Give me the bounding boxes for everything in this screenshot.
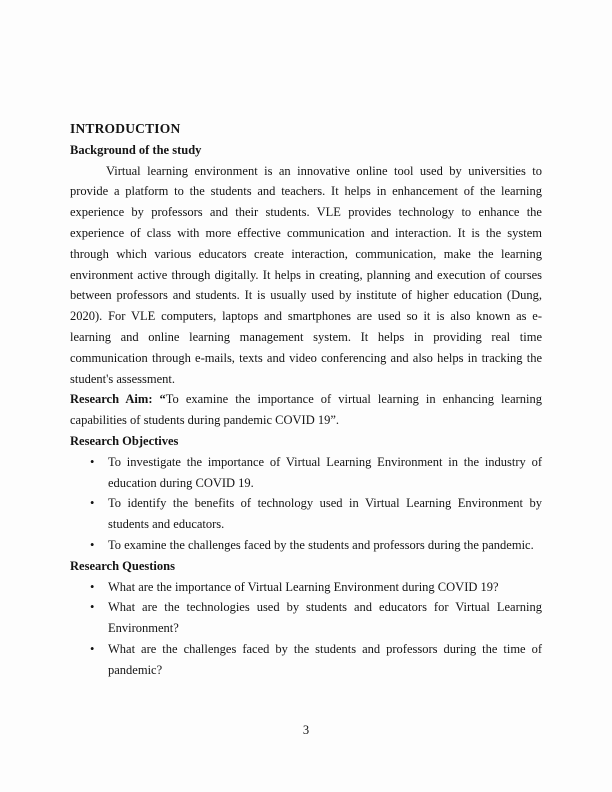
- research-aim-paragraph: [70, 389, 542, 431]
- page-number: 3: [302, 723, 310, 737]
- bullet-icon: •: [90, 641, 95, 656]
- question-text: What are the technologies used by students and educators for Virtual Learning Environment?: [108, 600, 542, 636]
- bullet-icon: •: [90, 496, 95, 511]
- page-content: [70, 119, 542, 681]
- question-list-item: [90, 639, 542, 681]
- objective-list-item: [90, 452, 542, 494]
- questions-list: [70, 577, 542, 681]
- question-text: What are the challenges faced by the students and professors during the time of pandemic?: [108, 641, 542, 677]
- objective-list-item: [90, 535, 542, 556]
- objective-text: To examine the challenges faced by the students and professors during the pandemic.: [108, 537, 534, 552]
- bullet-icon: •: [90, 579, 95, 594]
- subheading-background: Background of the study: [70, 142, 202, 157]
- subheading-research-objectives: Research Objectives: [70, 433, 179, 448]
- objective-text: To investigate the importance of Virtual Learning Environment in the industry of education during COVID 19.: [108, 454, 542, 490]
- section-heading-introduction: INTRODUCTION: [70, 121, 181, 136]
- question-list-item: [90, 597, 542, 639]
- bullet-icon: •: [90, 537, 95, 552]
- objective-list-item: [90, 493, 542, 535]
- objective-text: To identify the benefits of technology used in Virtual Learning Environment by students and educators.: [108, 496, 542, 532]
- research-aim-text: To examine the importance of virtual learning in enhancing learning capabilities of students during pandemic COVID 19”.: [70, 392, 543, 428]
- research-aim-label: Research Aim: “: [70, 392, 166, 407]
- background-paragraph: Virtual learning environment is an innovative online tool used by universities to provide a platform to the students and teachers. It helps in enhancement of the learning experience by professors and their students. VLE provides technology to enhance the experience of class with more effective communication and interaction. It is the system through which various educators create interaction, communication, make the learning environment active through digitally. It helps in creating, planning and execution of courses between professors and students. It is usually used by institute of higher education (Dung, 2020). For VLE computers, laptops and smartphones are used so it is also known as e-learning and online learning management system. It helps in providing real time communication through e-mails, texts and video conferencing and also helps in tracking the student's assessment.: [70, 163, 542, 386]
- question-text: What are the importance of Virtual Learning Environment during COVID 19?: [108, 579, 499, 594]
- subheading-research-questions: Research Questions: [70, 558, 175, 573]
- objectives-list: [70, 452, 542, 556]
- bullet-icon: •: [90, 454, 95, 469]
- question-list-item: [90, 577, 542, 598]
- bullet-icon: •: [90, 600, 95, 615]
